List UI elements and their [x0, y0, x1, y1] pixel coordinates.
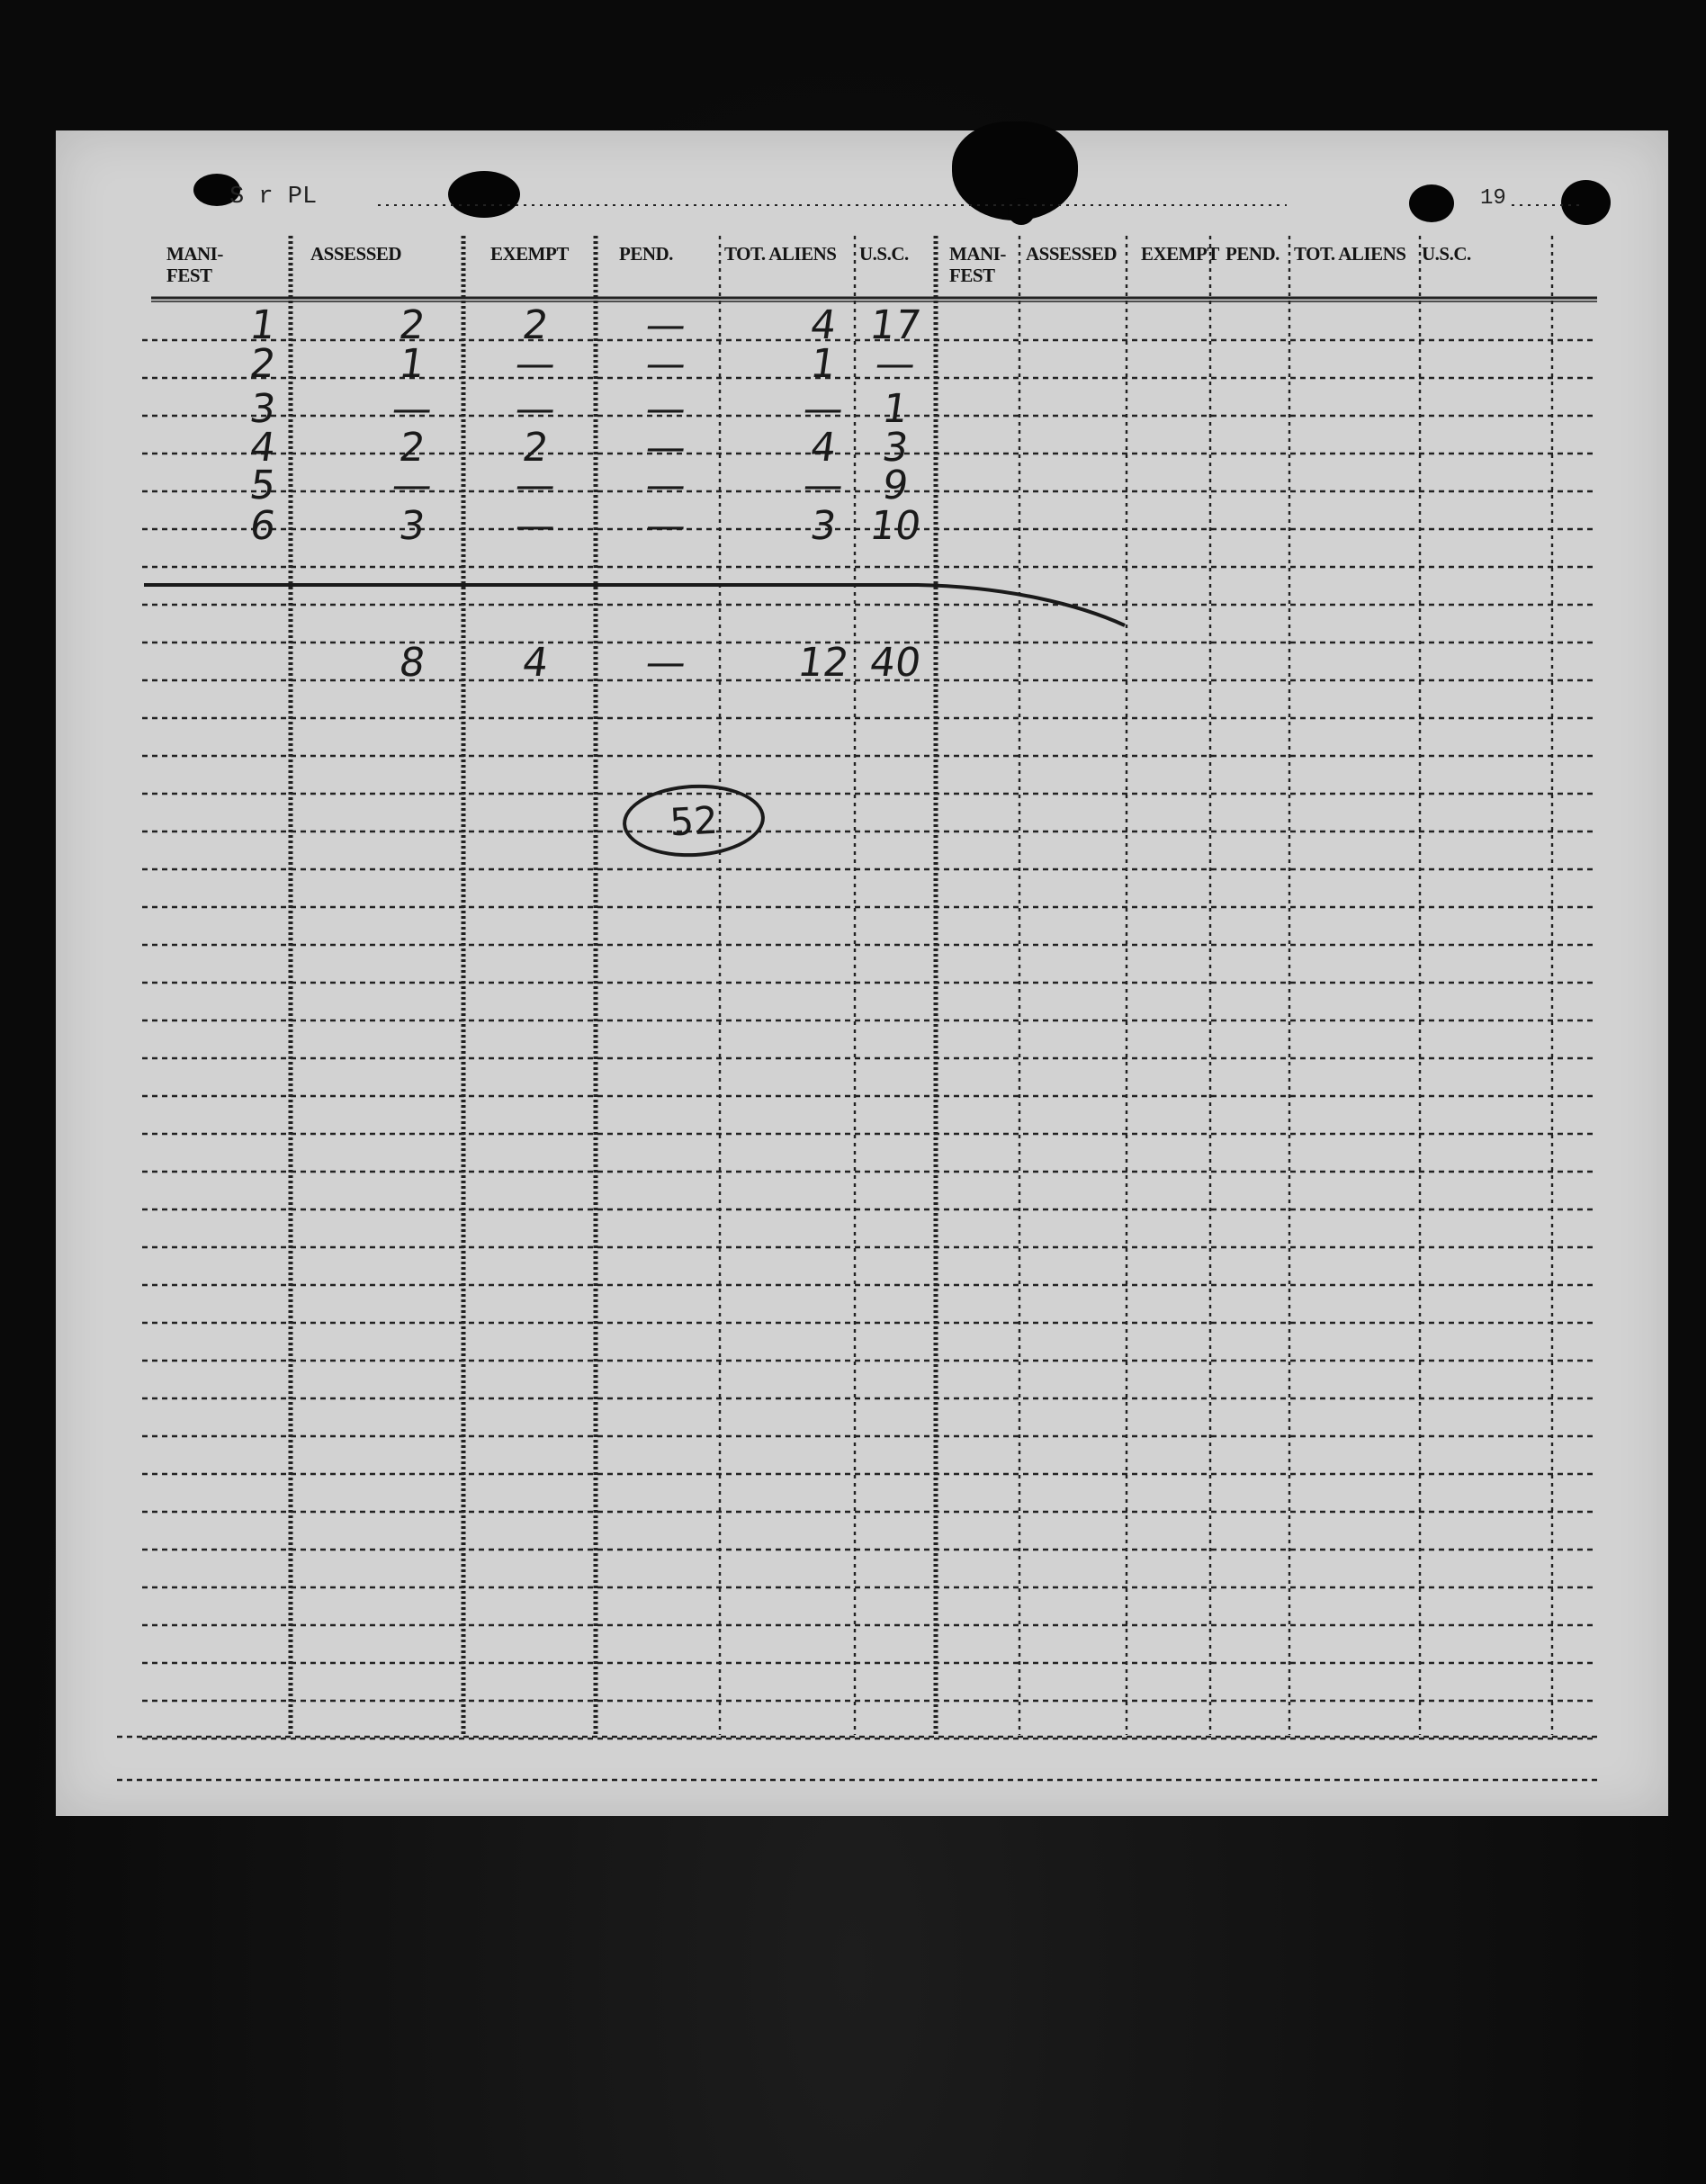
column-header: ASSESSED [1026, 243, 1118, 265]
cell-manifest: 1 [247, 302, 279, 348]
column-header: EXEMPT [490, 243, 569, 265]
cell-manifest: 2 [247, 341, 279, 387]
cell-exempt: — [512, 341, 559, 387]
cell-manifest: 3 [247, 386, 279, 432]
column-header: U.S.C. [859, 243, 909, 265]
cell-manifest: 4 [247, 425, 279, 471]
column-header: MANI- FEST [949, 243, 1006, 287]
column-header: EXEMPT [1141, 243, 1219, 265]
cell-manifest: 5 [247, 463, 279, 508]
cell-tot-aliens: — [800, 463, 847, 508]
cell-pend: — [642, 302, 689, 348]
cell-exempt: 2 [519, 302, 552, 348]
cell-exempt: — [512, 386, 559, 432]
cell-assessed: — [389, 386, 435, 432]
cell-pend: — [642, 425, 689, 471]
cell-pend: — [642, 341, 689, 387]
column-header: TOT. ALIENS [1294, 243, 1406, 265]
cell-assessed: 3 [396, 503, 428, 549]
cell-pend: — [642, 503, 689, 549]
cell-assessed: 2 [396, 425, 428, 471]
cell-tot-aliens: 3 [807, 503, 840, 549]
cell-tot-aliens: 4 [807, 425, 840, 471]
cell-usc: — [872, 341, 919, 387]
total-usc: 40 [866, 640, 924, 686]
total-exempt: 4 [519, 640, 552, 686]
cell-assessed: — [389, 463, 435, 508]
grand-total-circle [621, 781, 767, 860]
column-header: TOT. ALIENS [724, 243, 837, 265]
cell-usc: 1 [879, 386, 911, 432]
cell-assessed: 2 [396, 302, 428, 348]
column-header: MANI- FEST [166, 243, 223, 287]
column-header: PEND. [619, 243, 673, 265]
cell-tot-aliens: — [800, 386, 847, 432]
column-header: PEND. [1226, 243, 1280, 265]
cell-pend: — [642, 386, 689, 432]
total-assessed: 8 [396, 640, 428, 686]
cell-exempt: — [512, 503, 559, 549]
total-tot-aliens: 12 [795, 640, 852, 686]
cell-pend: — [642, 463, 689, 508]
cell-tot-aliens: 4 [807, 302, 840, 348]
cell-usc: 10 [866, 503, 924, 549]
cell-exempt: 2 [519, 425, 552, 471]
cell-assessed: 1 [396, 341, 428, 387]
cell-usc: 3 [879, 425, 911, 471]
grand-total: 52 [669, 797, 719, 844]
form-title: S r PL [229, 184, 318, 211]
column-header: U.S.C. [1422, 243, 1471, 265]
cell-manifest: 6 [247, 503, 279, 549]
total-pend: — [642, 640, 689, 686]
cell-exempt: — [512, 463, 559, 508]
column-header: ASSESSED [310, 243, 402, 265]
cell-usc: 9 [879, 463, 911, 508]
cell-usc: 17 [866, 302, 924, 348]
year-prefix: 19 [1480, 186, 1506, 211]
cell-tot-aliens: 1 [807, 341, 840, 387]
